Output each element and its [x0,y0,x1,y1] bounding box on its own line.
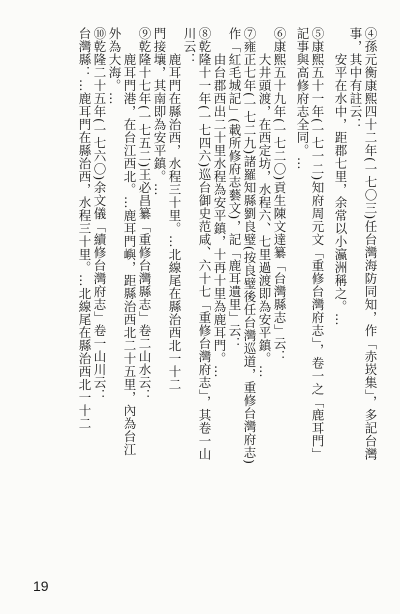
text-line: 大井頭渡，在西定坊，水程六、七里過渡即為安平鎮。… [257,53,272,378]
text-line: 記事與高修府志全同。… [295,27,310,170]
text-line: 門接壤，其南即為安平鎮。… [152,27,167,196]
text-line: ⑤康熙五十一年(一七一二)知府周元文「重修台灣府志」，卷一之「鹿耳門」 [310,27,325,461]
text-line: 外為大海。… [107,27,122,105]
text-line: ⑦雍正七年(一七二九)諸羅知縣劉良璧(按良璧後任台灣巡道，重修台灣府志) [242,27,257,465]
text-line: 事，其中有註云： [348,27,363,131]
text-line: 作「紅毛城記」(載所修府志藝文)，記「鹿耳遺里」云： [227,27,242,350]
text-line: ⑨乾隆十七年(一七五二)王必昌纂「重修台灣縣志」卷二山水云： [137,27,152,402]
text-line: 安平在水中，距郡七里，余常以小瀛洲稱之。… [333,53,348,326]
text-line: ⑩乾隆二十五年(一七六〇)余文儀「續修台灣府志」卷一山川云： [92,27,107,402]
page-number: 19 [33,578,49,594]
text-line: 鹿耳門港，在台江西北。…鹿耳門嶼，距縣治西北二十五里，內為台江 [122,53,137,456]
text-line: 台灣縣：…鹿耳門在縣治西，水程三十里。…北線尾在縣治西北一十二 [77,27,92,430]
text-line: ⑧乾隆十一年(一七四六)巡台御史范咸、六十七「重修台灣府志」，其卷一山 [197,27,212,461]
text-line: ④孫元衡康熙四十二年(一七〇三)任台灣海防同知，作「赤崁集」，多記台灣 [363,27,378,461]
text-line: 川云： [182,27,197,66]
vertical-text-body [38,27,378,547]
text-line: 鹿耳門在縣治西，水程三十里。…北線尾在縣治西北一十二 [167,53,182,391]
text-line: ⑥康熙五十九年(一七二〇)貢生陳文達纂「台灣縣志」云： [272,27,287,363]
text-line: 由台郡西出二十里水程為安平鎮，十再十里為鹿耳門。… [212,53,227,378]
